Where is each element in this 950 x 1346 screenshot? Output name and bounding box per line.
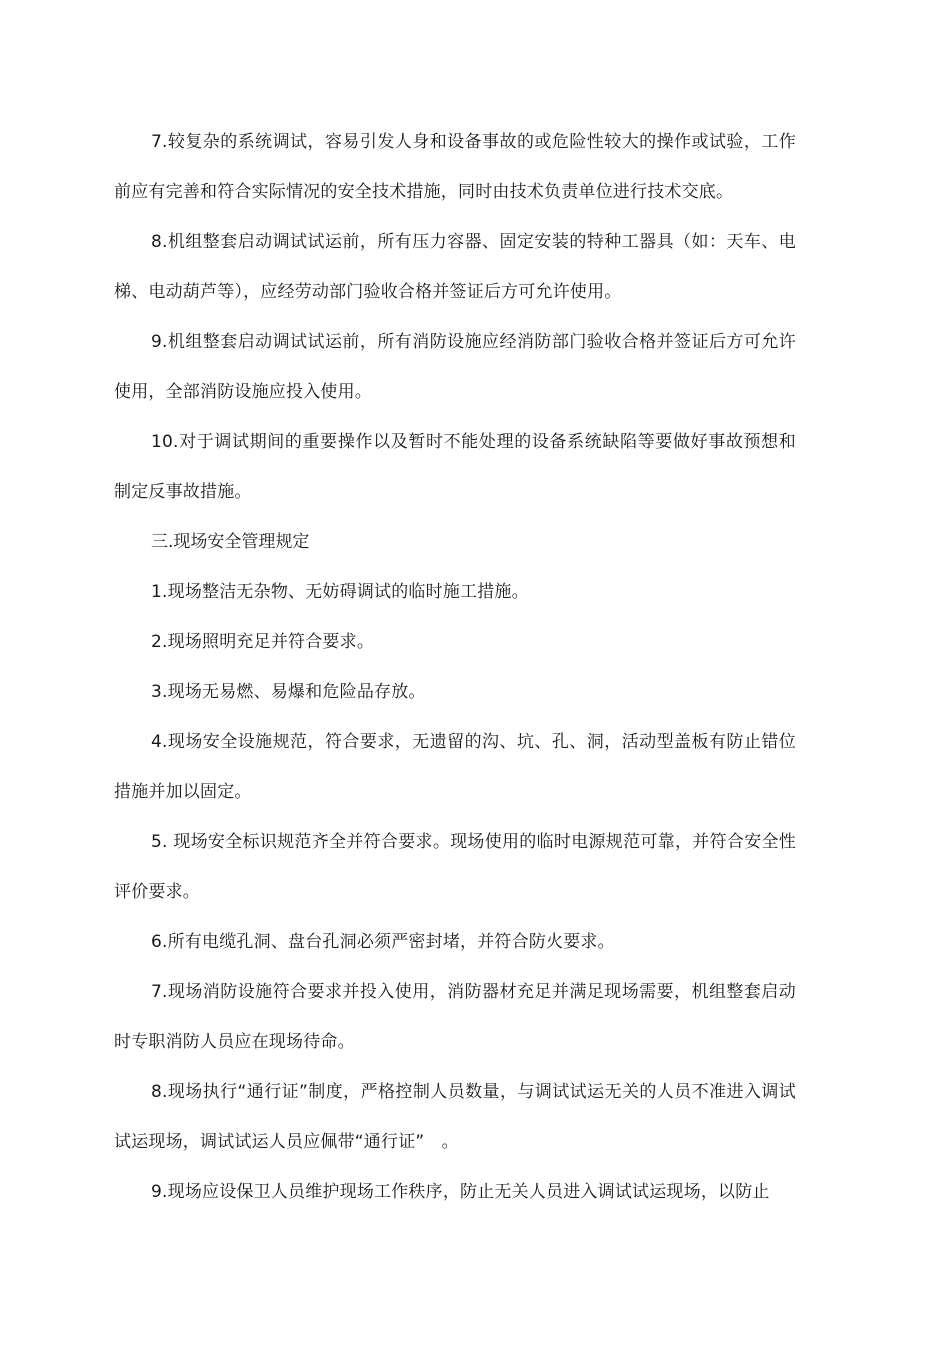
paragraph-8: 8.机组整套启动调试试运前，所有压力容器、固定安装的特种工器具（如：天车、电梯、电动葫芦等），应经劳动部门验收合格并签证后方可允许使用。 xyxy=(114,232,796,302)
list-item-5: 5. 现场安全标识规范齐全并符合要求。现场使用的临时电源规范可靠，并符合安全性评价要求。 xyxy=(114,832,796,902)
list-item-3: 3.现场无易燃、易爆和危险品存放。 xyxy=(151,682,426,702)
list-item-7: 7.现场消防设施符合要求并投入使用，消防器材充足并满足现场需要，机组整套启动时专职消防人员应在现场待命。 xyxy=(114,982,796,1052)
list-item-9: 9.现场应设保卫人员维护现场工作秩序，防止无关人员进入调试试运现场，以防止 xyxy=(151,1182,770,1202)
paragraph-10: 10.对于调试期间的重要操作以及暂时不能处理的设备系统缺陷等要做好事故预想和制定反事故措施。 xyxy=(114,432,796,502)
list-item-6: 6.所有电缆孔洞、盘台孔洞必须严密封堵，并符合防火要求。 xyxy=(151,932,615,952)
list-item-8: 8.现场执行“通行证”制度，严格控制人员数量，与调试试运无关的人员不准进入调试试运现场，调试试运人员应佩带“通行证” 。 xyxy=(114,1082,796,1152)
section-heading: 三.现场安全管理规定 xyxy=(151,532,310,552)
list-item-1: 1.现场整洁无杂物、无妨碍调试的临时施工措施。 xyxy=(151,582,529,602)
list-item-4: 4.现场安全设施规范，符合要求，无遗留的沟、坑、孔、洞，活动型盖板有防止错位措施并加以固定。 xyxy=(114,732,796,802)
list-item-2: 2.现场照明充足并符合要求。 xyxy=(151,632,375,652)
paragraph-9: 9.机组整套启动调试试运前，所有消防设施应经消防部门验收合格并签证后方可允许使用，全部消防设施应投入使用。 xyxy=(114,332,796,402)
paragraph-7: 7.较复杂的系统调试，容易引发人身和设备事故的或危险性较大的操作或试验，工作前应有完善和符合实际情况的安全技术措施，同时由技术负责单位进行技术交底。 xyxy=(114,132,796,202)
